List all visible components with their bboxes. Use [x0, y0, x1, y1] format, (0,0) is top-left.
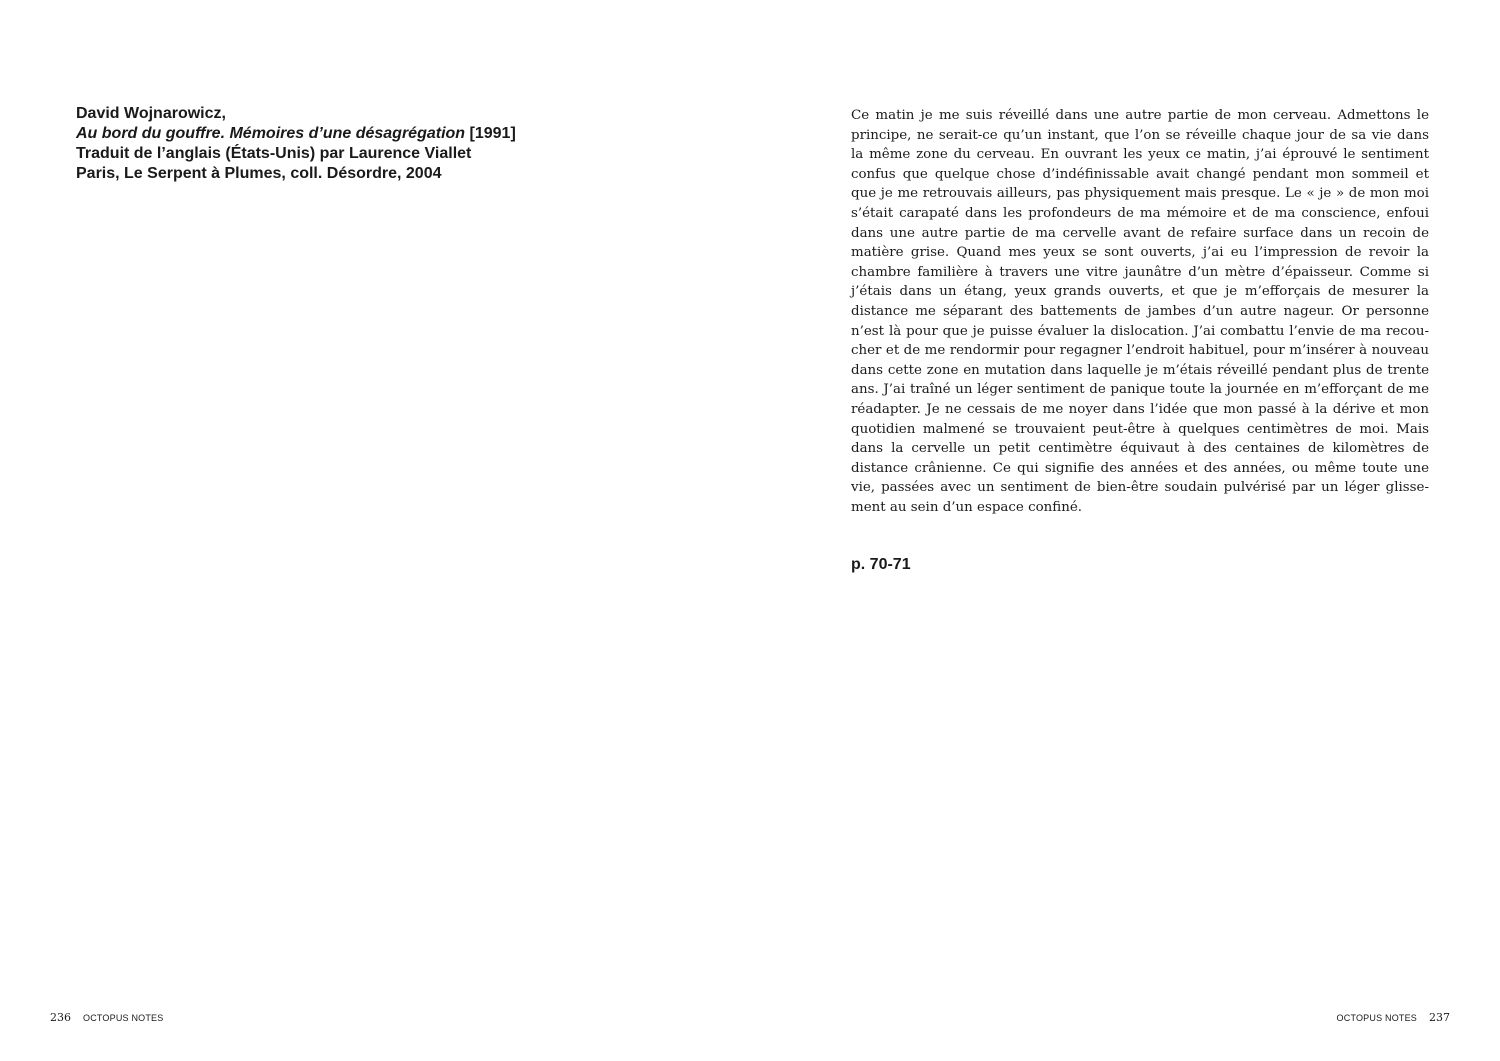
- passage-line: distance me séparant des battements de jambes d’un autre nageur. Or personne: [851, 303, 1429, 319]
- passage-line: dans cette zone en mutation dans laquelle je m’étais réveillé pendant plus de trente: [851, 362, 1429, 378]
- right-running-title: OCTOPUS NOTES: [1336, 1013, 1417, 1023]
- passage-line: principe, ne serait-ce qu’un instant, que l’on se réveille chaque jour de sa vie dans: [851, 127, 1429, 143]
- citation-year: [1991]: [465, 125, 516, 142]
- quoted-passage: [851, 106, 1429, 517]
- passage-line: cher et de me rendormir pour regagner l’endroit habituel, pour m’insérer à nouveau: [851, 343, 1429, 359]
- citation-author: David Wojnarowicz,: [76, 105, 226, 122]
- bibliographic-citation: [76, 104, 716, 184]
- left-folio: [50, 1011, 163, 1024]
- passage-line: vie, passées avec un sentiment de bien-être soudain pulvérisé par un léger glisse-: [851, 480, 1429, 496]
- passage-line: n’est là pour que je puisse évaluer la dislocation. J’ai combattu l’envie de ma recou-: [851, 323, 1429, 339]
- left-page-number: 236: [50, 1011, 71, 1024]
- passage-line: s’était carapaté dans les profondeurs de ma mémoire et de ma conscience, enfoui: [851, 205, 1429, 221]
- passage-line: j’étais dans un étang, yeux grands ouverts, et que je m’efforçais de mesurer la: [851, 284, 1429, 300]
- citation-translation: Traduit de l’anglais (États-Unis) par Laurence Viallet: [76, 145, 472, 162]
- passage-line: quotidien malmené se trouvaient peut-être à quelques centimètres de moi. Mais: [851, 421, 1429, 437]
- passage-line: dans la cervelle un petit centimètre équivaut à des centaines de kilomètres de: [851, 441, 1429, 457]
- passage-line: la même zone du cerveau. En ouvrant les yeux ce matin, j’ai éprouvé le sentiment: [851, 147, 1429, 163]
- passage-line: confus que quelque chose d’indéfinissable avait changé pendant mon sommeil et: [851, 166, 1429, 182]
- passage-line: distance crânienne. Ce qui signifie des années et des années, ou même toute une: [851, 460, 1429, 476]
- right-page-number: 237: [1429, 1011, 1450, 1024]
- page-reference: p. 70-71: [851, 556, 911, 573]
- passage-line: dans une autre partie de ma cervelle avant de refaire surface dans un recoin de: [851, 225, 1429, 241]
- passage-line: matière grise. Quand mes yeux se sont ouverts, j’ai eu l’impression de revoir la: [851, 245, 1429, 261]
- right-folio: [1337, 1011, 1450, 1024]
- passage-line: Ce matin je me suis réveillé dans une autre partie de mon cerveau. Admettons le: [851, 108, 1429, 123]
- passage-line: ment au sein d’un espace confiné.: [851, 499, 1082, 515]
- passage-line: chambre familière à travers une vitre jaunâtre d’un mètre d’épaisseur. Comme si: [851, 264, 1429, 280]
- passage-line: ans. J’ai traîné un léger sentiment de panique toute la journée en m’efforçant de me: [851, 382, 1429, 398]
- left-running-title: OCTOPUS NOTES: [83, 1013, 164, 1023]
- citation-title: Au bord du gouffre. Mémoires d’une désagrégation: [76, 125, 466, 142]
- citation-title-line: [76, 124, 716, 144]
- citation-publication: Paris, Le Serpent à Plumes, coll. Désordre, 2004: [76, 165, 442, 182]
- passage-line: que je me retrouvais ailleurs, pas physiquement mais presque. Le « je » de mon moi: [851, 186, 1429, 202]
- right-page: [750, 0, 1500, 1061]
- passage-line: réadapter. Je ne cessais de me noyer dans l’idée que mon passé à la dérive et mon: [851, 401, 1429, 417]
